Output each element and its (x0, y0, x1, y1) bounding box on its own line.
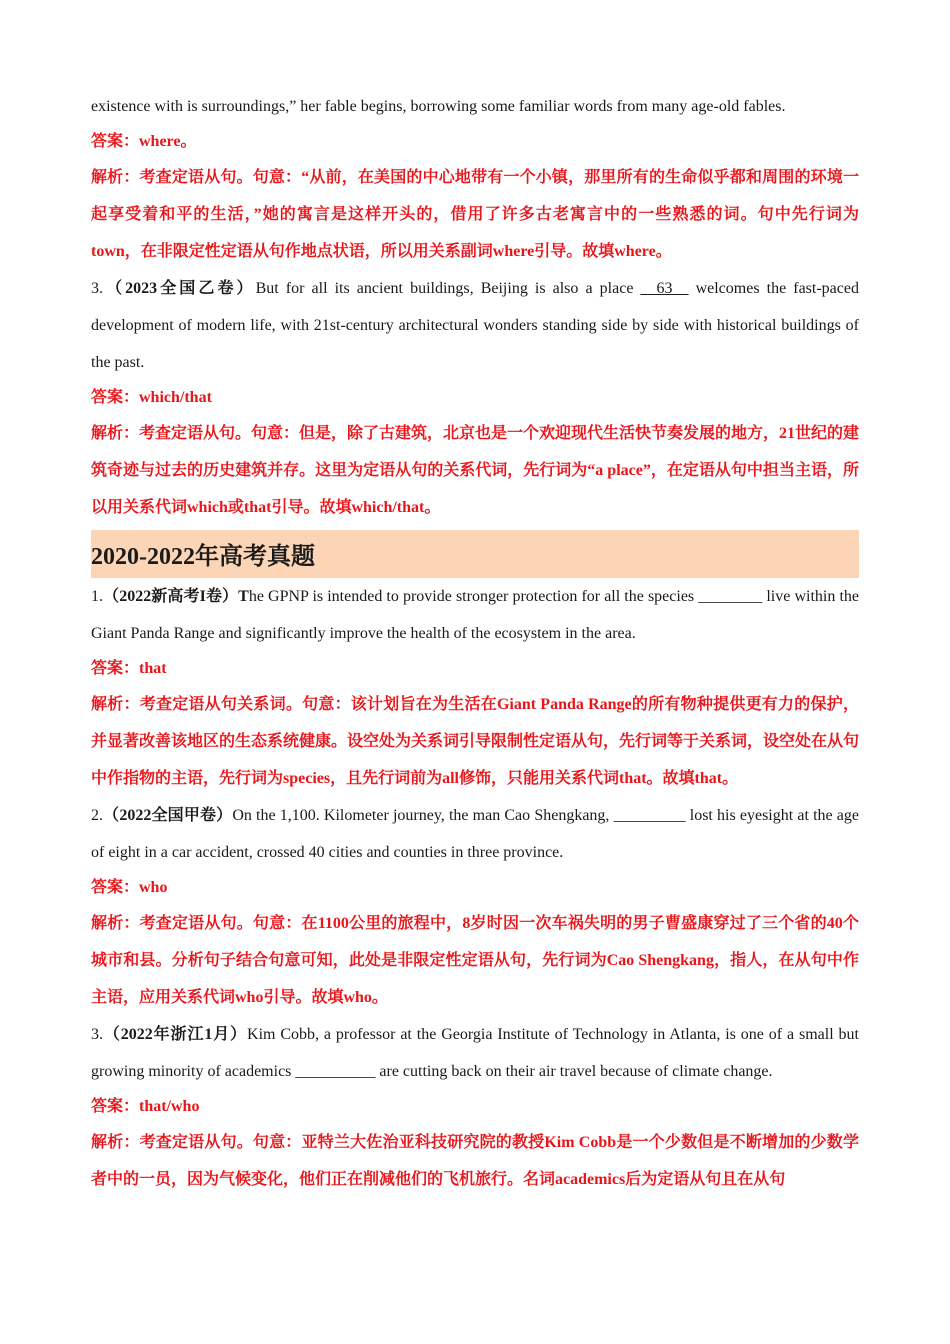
section-heading: 2020-2022年高考真题 (91, 530, 859, 578)
question-fragment: existence with is surroundings,” her fable begins, borrowing some familiar words from many age-old fables. (91, 98, 786, 115)
answer-line: 答案：that (91, 660, 167, 677)
answer-line: 答案：who (91, 879, 168, 896)
answer-line: 答案：which/that (91, 389, 212, 406)
question-source: （2022年浙江1月） (103, 1026, 248, 1043)
explanation-paragraph: 解析：考查定语从句关系词。句意：该计划旨在为生活在Giant Panda Range的所有物种提供更有力的保护，并显著改善该地区的生态系统健康。设空处为关系词引导限制性定语从句，先行词等于关系词，设空处在从句中作指物的主语，先行词为species，且先行词前为all修饰，只能用关系代词that。故填that。 (91, 696, 860, 787)
question-number: 3. (91, 280, 103, 297)
question-text: On the 1,100. Kilometer journey, the man Cao Shengkang, _________ lost his eyesight at the age of eight in a car accident, crossed 40 cities and counties in three province. (91, 807, 859, 861)
answer-line: 答案：where。 (91, 133, 197, 150)
question-source: （2023全国乙卷） (103, 280, 256, 297)
answer-line: 答案：that/who (91, 1098, 200, 1115)
question-source: （2022新高考I卷） (103, 588, 239, 605)
question-blank: __63__ (640, 280, 689, 297)
document-content (91, 88, 859, 1198)
question-text: But for all its ancient buildings, Beijing is also a place (255, 280, 641, 297)
explanation-paragraph: 解析：考查定语从句。句意：亚特兰大佐治亚科技研究院的教授Kim Cobb是一个少数但是不断增加的少数学者中的一员，因为气候变化，他们正在削减他们的飞机旅行。名词academics后为定语从句且在从句 (91, 1134, 859, 1188)
question-text: he GPNP is intended to provide stronger protection for all the species ________ live within the Giant Panda Range and significantly improve the health of the ecosystem in the area. (91, 588, 859, 642)
question-text: welcomes the fast-paced development of modern life, with 21st-century architectural wonders standing side by side with historical buildings of the past. (91, 280, 859, 371)
question-2023-3 (91, 270, 859, 381)
question-2022-1 (91, 578, 859, 652)
question-number: 3. (91, 1026, 103, 1043)
question-2022-2 (91, 797, 859, 871)
question-source: （2022全国甲卷） (103, 807, 233, 824)
question-bold-lead: T (238, 588, 249, 605)
question-2022-3 (91, 1016, 859, 1090)
explanation-paragraph: 解析：考查定语从句。句意：但是，除了古建筑，北京也是一个欢迎现代生活快节奏发展的地方，21世纪的建筑奇迹与过去的历史建筑并存。这里为定语从句的关系代词，先行词为“a place”，在定语从句中担当主语，所以用关系代词which或that引导。故填which/that。 (91, 425, 860, 516)
question-number: 1. (91, 588, 103, 605)
question-text: Kim Cobb, a professor at the Georgia Institute of Technology in Atlanta, is one of a small but growing minority of academics __________ are cutting back on their air travel because of climate change. (91, 1026, 859, 1080)
explanation-paragraph: 解析：考查定语从句。句意：在1100公里的旅程中，8岁时因一次车祸失明的男子曹盛康穿过了三个省的40个城市和县。分析句子结合句意可知，此处是非限定性定语从句，先行词为Cao Shengkang，指人，在从句中作主语，应用关系代词who引导。故填who。 (91, 915, 859, 1006)
question-number: 2. (91, 807, 103, 824)
explanation-paragraph: 解析：考查定语从句。句意：“从前，在美国的中心地带有一个小镇，那里所有的生命似乎都和周围的环境一起享受着和平的生活，”她的寓言是这样开头的，借用了许多古老寓言中的一些熟悉的词。句中先行词为town，在非限定性定语从句作地点状语，所以用关系副词where引导。故填where。 (91, 169, 859, 260)
